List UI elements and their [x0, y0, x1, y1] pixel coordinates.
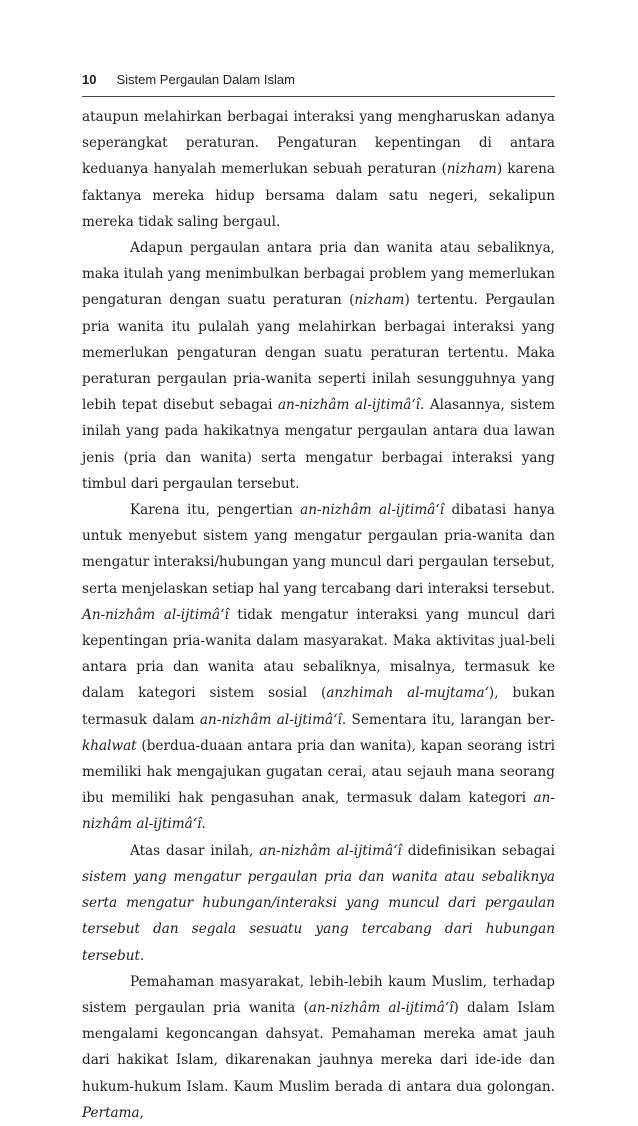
text-run: .	[139, 947, 145, 964]
italic-text: nizham	[446, 161, 497, 178]
italic-text: anzhimah al-mujtama‘	[326, 685, 489, 702]
text-run: Adapun pergaulan antara pria dan wanita atau sebaliknya, maka itulah yang menimbulkan berbagai problem yang memerlukan pengaturan dengan suatu peraturan (	[82, 240, 555, 309]
text-run: Atas dasar inilah,	[130, 842, 260, 859]
running-title: Sistem Pergaulan Dalam Islam	[116, 72, 295, 87]
text-run: dibatasi hanya untuk menyebut sistem yang mengatur pergaulan pria-wanita dan mengatur interaksi/hubungan yang muncul dari pergaulan tersebut, serta menjelaskan setiap hal yang tercabang dari interaksi tersebut.	[82, 502, 555, 597]
text-run: . Alasannya, sistem inilah yang pada hakikatnya mengatur pergaulan antara dua lawan jenis (pria dan wanita) serta mengatur berbagai interaksi yang timbul dari pergaulan tersebut.	[82, 397, 555, 492]
paragraph	[82, 838, 555, 969]
text-run: .	[201, 816, 206, 833]
text-run: Karena itu, pengertian	[130, 502, 301, 519]
italic-text: an-nizhâm al-ijtimâ‘î	[259, 842, 402, 859]
text-run: ) karena faktanya mereka hidup bersama dalam satu negeri, sekalipun mereka tidak saling bergaul.	[82, 161, 555, 230]
paragraph	[82, 969, 555, 1126]
italic-text: an-nizhâm al-ijtimâ‘î	[300, 502, 445, 519]
running-header	[82, 72, 295, 96]
text-run: didefinisikan sebagai	[401, 842, 555, 859]
header-rule	[82, 96, 555, 97]
page-number: 10	[82, 72, 97, 87]
text-run: ,	[139, 1104, 144, 1121]
text-run: (berdua-duaan antara pria dan wanita), kapan seorang istri memiliki hak mengajukan gugatan cerai, atau sejauh mana seorang ibu memiliki hak pengasuhan anak, termasuk dalam kategori	[82, 737, 555, 807]
text-run: ) dalam Islam mengalami kegoncangan dahsyat. Pemahaman mereka amat jauh dari hakikat Islam, dikarenakan jauhnya mereka dari ide-ide dan hukum-hukum Islam. Kaum Muslim berada di antara dua golongan.	[82, 999, 555, 1095]
text-run: ) tertentu. Pergaulan pria wanita itu pulalah yang melahirkan berbagai interaksi yang memerlukan pengaturan dengan suatu peraturan tertentu. Maka peraturan pergaulan pria-wanita seperti inilah sesungguhnya yang lebih tepat disebut sebagai	[82, 292, 555, 414]
text-run: Pemahaman masyarakat, lebih-lebih kaum Muslim, terhadap sistem pergaulan pria wanita (	[82, 973, 555, 1016]
text-run: tidak mengatur interaksi yang muncul dari kepentingan pria-wanita dalam masyarakat. Maka aktivitas jual-beli antara pria dan wanita atau sebaliknya, misalnya, termasuk ke dalam kategori sistem sosial (	[82, 606, 555, 702]
text-run: ataupun melahirkan berbagai interaksi yang mengharuskan adanya seperangkat peraturan. Pengaturan kepentingan di antara keduanya hanyalah memerlukan sebuah peraturan (	[82, 109, 555, 178]
italic-text: nizham	[354, 292, 405, 309]
text-run: ), bukan termasuk dalam	[82, 685, 555, 728]
italic-text: sistem yang mengatur pergaulan pria dan wanita atau sebaliknya serta mengatur hubungan/interaksi yang muncul dari pergaulan tersebut dan segala sesuatu yang tercabang dari hubungan tersebut	[82, 868, 555, 964]
italic-text: an-nizhâm al-ijtimâ‘î	[308, 999, 454, 1016]
italic-text: Pertama	[82, 1104, 140, 1121]
italic-text: An-nizhâm al-ijtimâ‘î	[82, 606, 229, 623]
text-run: . Sementara itu, larangan ber-	[341, 711, 555, 728]
paragraph	[82, 235, 555, 497]
italic-text: an-nizhâm al-ijtimâ‘î	[199, 711, 342, 728]
paragraph	[82, 104, 555, 235]
italic-text: an-nizhâm al-ijtimâ‘î	[82, 790, 555, 833]
body-text	[82, 104, 555, 1126]
paragraph	[82, 497, 555, 838]
italic-text: khalwat	[82, 737, 137, 754]
italic-text: an-nizhâm al-ijtimâ‘î	[277, 397, 421, 414]
